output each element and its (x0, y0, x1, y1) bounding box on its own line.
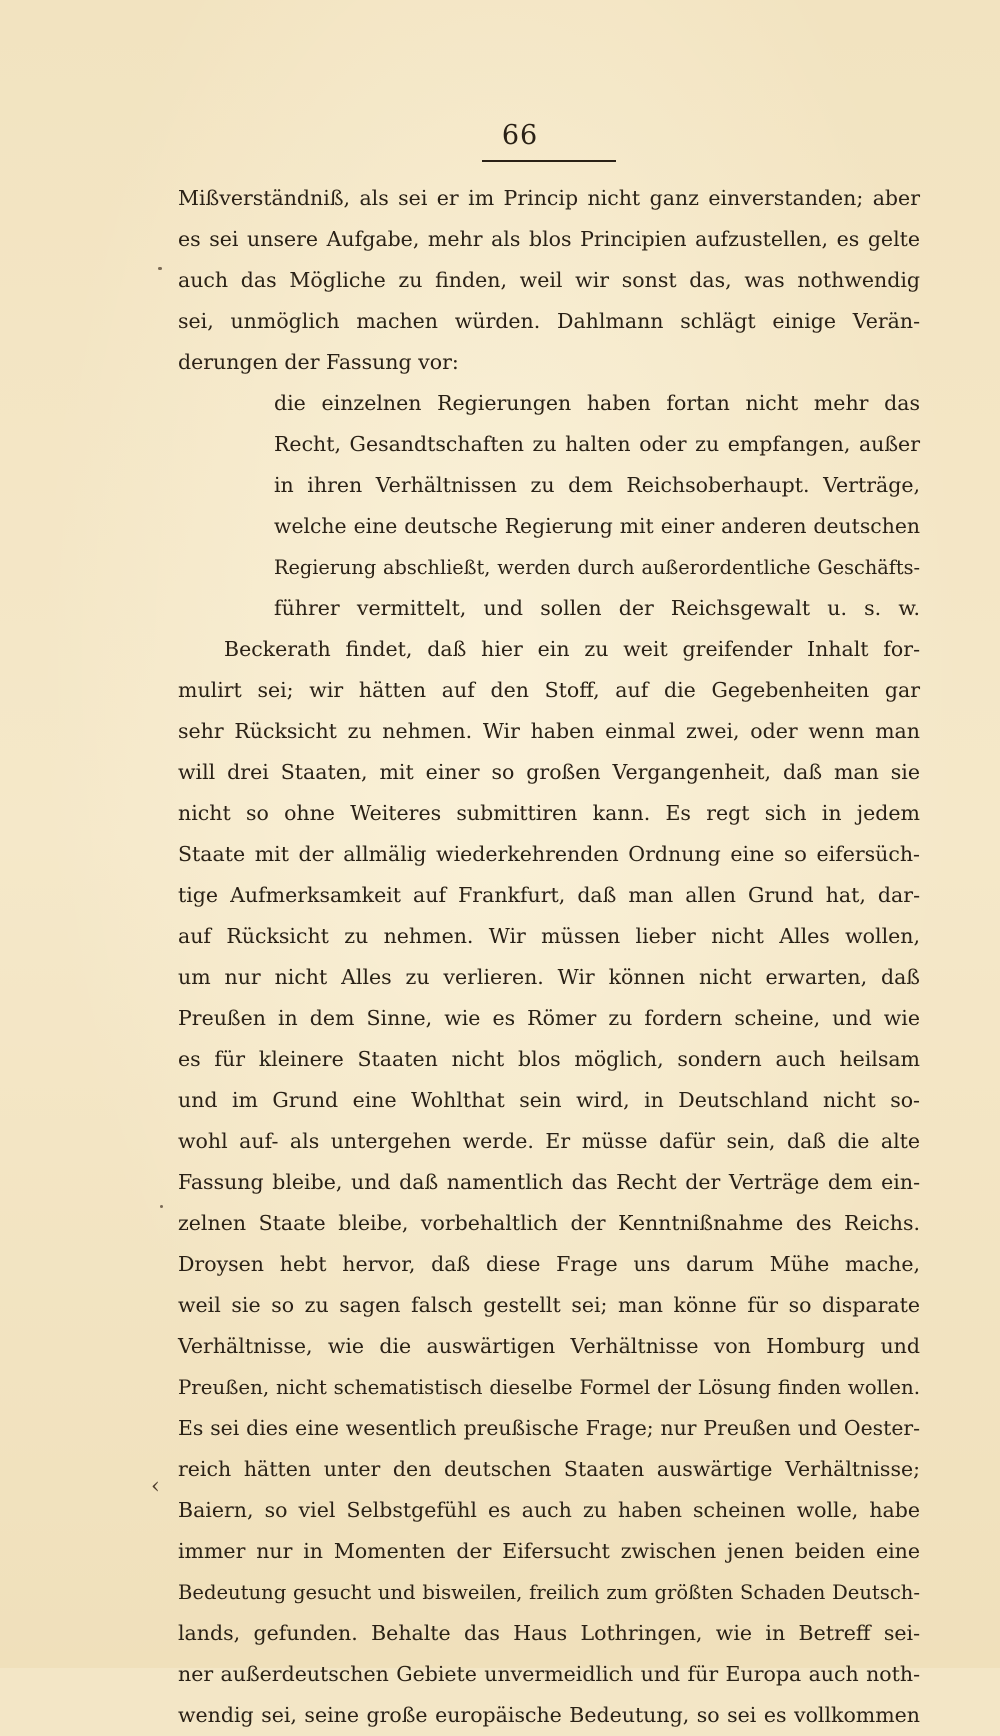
quote-line: welche eine deutsche Regierung mit einer anderen deutschen (274, 514, 920, 538)
text-line: Preußen, nicht schematistisch dieselbe Formel der Lösung finden wollen. (178, 1376, 920, 1399)
text-line: Bedeutung gesucht und bisweilen, freilich zum größten Schaden Deutsch- (178, 1581, 920, 1604)
text-line: nicht so ohne Weiteres submittiren kann. Es regt sich in jedem (178, 801, 920, 825)
text-line: lands, gefunden. Behalte das Haus Lothringen, wie in Betreff sei- (178, 1621, 920, 1645)
text-line: immer nur in Momenten der Eifersucht zwischen jenen beiden eine (178, 1539, 920, 1563)
text-line: will drei Staaten, mit einer so großen Vergangenheit, daß man sie (178, 760, 920, 784)
quote-line: Recht, Gesandtschaften zu halten oder zu empfangen, außer (274, 432, 920, 456)
text-line: mulirt sei; wir hätten auf den Stoff, auf die Gegebenheiten gar (178, 678, 920, 702)
quote-line: in ihren Verhältnissen zu dem Reichsoberhaupt. Verträge, (274, 473, 920, 497)
body-text (178, 178, 920, 1736)
text-line: es für kleinere Staaten nicht blos möglich, sondern auch heilsam (178, 1047, 920, 1071)
quote-line: Regierung abschließt, werden durch außerordentliche Geschäfts- (274, 556, 920, 579)
text-line: Baiern, so viel Selbstgefühl es auch zu haben scheinen wolle, habe (178, 1498, 920, 1522)
text-line: um nur nicht Alles zu verlieren. Wir können nicht erwarten, daß (178, 965, 920, 989)
text-line: und im Grund eine Wohlthat sein wird, in Deutschland nicht so- (178, 1088, 920, 1112)
text-line: zelnen Staate bleibe, vorbehaltlich der Kenntnißnahme des Reichs. (178, 1211, 920, 1235)
text-line: es sei unsere Aufgabe, mehr als blos Principien aufzustellen, es gelte (178, 227, 920, 251)
header-rule (482, 160, 616, 162)
text-line: auf Rücksicht zu nehmen. Wir müssen lieber nicht Alles wollen, (178, 924, 920, 948)
quote-line: führer vermittelt, und sollen der Reichsgewalt u. s. w. (274, 596, 920, 620)
margin-speck (158, 267, 162, 270)
text-line: sehr Rücksicht zu nehmen. Wir haben einmal zwei, oder wenn man (178, 719, 920, 743)
text-line: Staate mit der allmälig wiederkehrenden Ordnung eine so eifersüch- (178, 842, 920, 866)
text-line: Preußen in dem Sinne, wie es Römer zu fordern scheine, und wie (178, 1006, 920, 1030)
text-line: auch das Mögliche zu finden, weil wir sonst das, was nothwendig (178, 268, 920, 292)
text-line: wendig sei, seine große europäische Bedeutung, so sei es vollkommen (178, 1703, 920, 1727)
quote-line: die einzelnen Regierungen haben fortan nicht mehr das (274, 391, 920, 415)
text-line: tige Aufmerksamkeit auf Frankfurt, daß man allen Grund hat, dar- (178, 883, 920, 907)
text-line: sei, unmöglich machen würden. Dahlmann schlägt einige Verän- (178, 309, 920, 333)
margin-speck (160, 1205, 163, 1208)
text-line: Es sei dies eine wesentlich preußische Frage; nur Preußen und Oester- (178, 1416, 920, 1440)
text-line: Fassung bleibe, und daß namentlich das Recht der Verträge dem ein- (178, 1170, 920, 1194)
text-line: weil sie so zu sagen falsch gestellt sei; man könne für so disparate (178, 1293, 920, 1317)
text-line: Beckerath findet, daß hier ein zu weit greifender Inhalt for- (224, 637, 920, 661)
page-number: 66 (501, 120, 539, 151)
text-line: Verhältnisse, wie die auswärtigen Verhältnisse von Homburg und (178, 1334, 920, 1358)
text-line: ner außerdeutschen Gebiete unvermeidlich und für Europa auch noth- (178, 1662, 920, 1686)
text-line: wohl auf- als untergehen werde. Er müsse dafür sein, daß die alte (178, 1129, 920, 1153)
text-line: Mißverständniß, als sei er im Princip nicht ganz einverstanden; aber (178, 186, 920, 210)
text-line: derungen der Fassung vor: (178, 350, 459, 374)
text-line: Droysen hebt hervor, daß diese Frage uns darum Mühe mache, (178, 1252, 920, 1276)
text-line: reich hätten unter den deutschen Staaten auswärtige Verhältnisse; (178, 1457, 920, 1481)
margin-mark: ‹ (151, 1474, 160, 1499)
